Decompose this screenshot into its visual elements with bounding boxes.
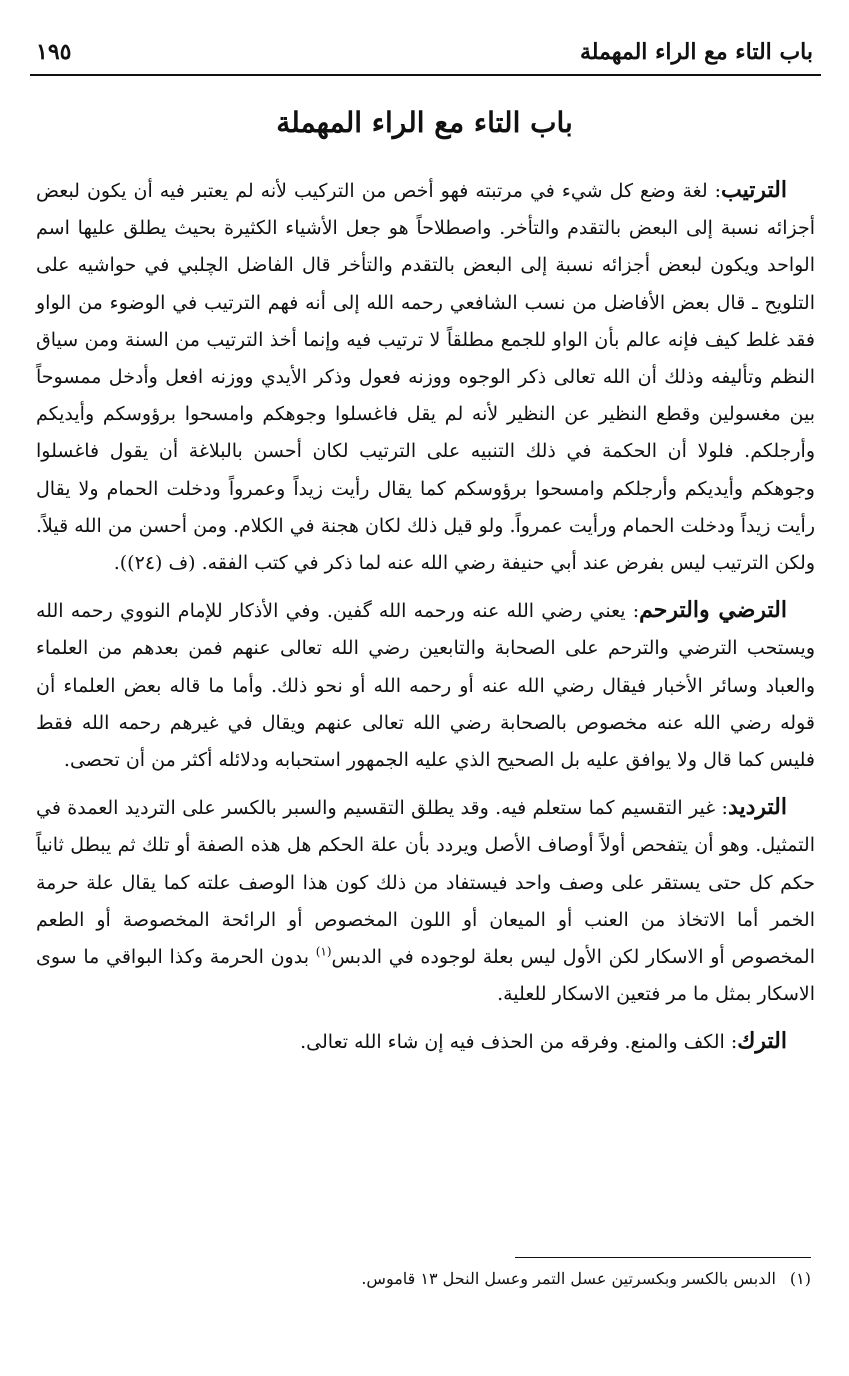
footnote-marker: (١) bbox=[789, 1269, 811, 1288]
entry-tartib bbox=[36, 172, 815, 582]
page-number: ١٩٥ bbox=[36, 39, 72, 65]
entry-tark bbox=[36, 1023, 815, 1061]
footnote bbox=[36, 1266, 811, 1292]
body-text bbox=[36, 172, 815, 1062]
entry-term: الترك bbox=[737, 1028, 787, 1055]
entry-text: : يعني رضي الله عنه ورحمه الله گفين. وفي الأذكار للإمام النووي رحمه الله ويستحب الترضي والترحم على الصحابة والتابعين رضي الله تعالى عنهم فمن بعدهم من العلماء والعباد وسائر الأخبار فيقال رضي الله عنه أو رحمه الله أو نحو ذلك. وأما ما قاله بعض العلماء أن قوله رضي الله عنه مخصوص بالصحابة رضي الله تعالى عنهم ويقال في غيرهم رحمه الله فقط فليس كما قال ولا يوافق عليه بل الصحيح الذي عليه الجمهور استحبابه ودلائله أكثر من أن تحصى. bbox=[36, 600, 815, 772]
footnote-reference[interactable]: (١) bbox=[315, 944, 332, 959]
chapter-title: باب التاء مع الراء المهملة bbox=[276, 106, 573, 139]
entry-text: : غير التقسيم كما ستعلم فيه. وقد يطلق التقسيم والسبر بالكسر على الترديد العمدة في التمثيل. وهو أن يتفحص أولاً أوصاف الأصل ويردد بأن علة الحكم هل هذه الصفة أو تلك ثم يبطل ثانياً حكم كل حتى يستقر على وصف واحد فيستفاد من ذلك كون هذا الوصف علته كما يقال علة حرمة الخمر أما الاتخاذ من العنب أو الميعان أو اللون المخصوص أو الرائحة المخصوصة أو الطعم المخصوص أو الاسكار لكن الأول ليس بعلة لوجوده في الدبس bbox=[36, 797, 815, 969]
running-title: باب التاء مع الراء المهملة bbox=[579, 39, 813, 65]
entry-taraddi-tarahhum bbox=[36, 592, 815, 779]
entry-text: : الكف والمنع. وفرقه من الحذف فيه إن شاء الله تعالى. bbox=[300, 1031, 738, 1054]
header-divider bbox=[30, 74, 821, 76]
entry-term: الترضي والترحم bbox=[639, 597, 787, 624]
footnote-text: الدبس بالكسر وبكسرتين عسل التمر وعسل النحل ١٣ قاموس. bbox=[361, 1269, 776, 1288]
entry-term: الترتيب bbox=[721, 177, 787, 203]
entry-term: الترديد bbox=[727, 794, 787, 821]
entry-tardid bbox=[36, 789, 815, 1013]
running-header bbox=[36, 32, 813, 72]
footnote-divider bbox=[515, 1257, 811, 1258]
entry-text: : لغة وضع كل شيء في مرتبته فهو أخص من التركيب لأنه لم يعتبر فيه أن يكون لبعض أجزائه نسبة إلى البعض بالتقدم والتأخر. واصطلاحاً هو جعل الأشياء الكثيرة بحيث يطلق عليها اسم الواحد ويكون لبعض أجزائه نسبة إلى البعض بالتقدم والتأخر قال الفاضل الچلبي في حواشيه على التلويح ـ قال بعض الأفاضل من نسب الشافعي رحمه الله إلى أنه فهم الترتيب في الوضوء من الواو فقد غلط كيف فإنه عالم بأن الواو للجمع مطلقاً لا ترتيب فيه وإنما أخذ الترتيب من السنة ومن سياق النظم وتأليفه وذلك أن الله تعالى ذكر الوجوه ووزنه فعول وذكر الأيدي ووزنه افعل وأدخل ممسوحاً بين مغسولين وقطع النظير عن النظير لأنه لم يقل فاغسلوا وجوهكم وامسحوا برؤوسكم وأيديكم وأرجلكم. فلولا أن الحكمة في ذلك التنبيه على الترتيب لكان أحسن بالبلاغة أن يقول فاغسلوا وجوهكم وأيديكم وأرجلكم وامسحوا برؤوسكم كما يقال رأيت زيداً وعمرواً ودخلت الحمام ولا يقال رأيت زيداً ودخلت الحمام ورأيت عمرواً. ولو قيل ذلك لكان هجنة في الكلام. ومن أحسن من الله قيلاً. ولكن الترتيب ليس بفرض عند أبي حنيفة رضي الله عنه لما ذكر في كتب الفقه. (ف (٢٤)). bbox=[36, 180, 815, 575]
entry-text-continued: بدون الحرمة وكذا البواقي ما سوى الاسكار بمثل ما مر فتعين الاسكار للعلية. bbox=[36, 946, 815, 1006]
